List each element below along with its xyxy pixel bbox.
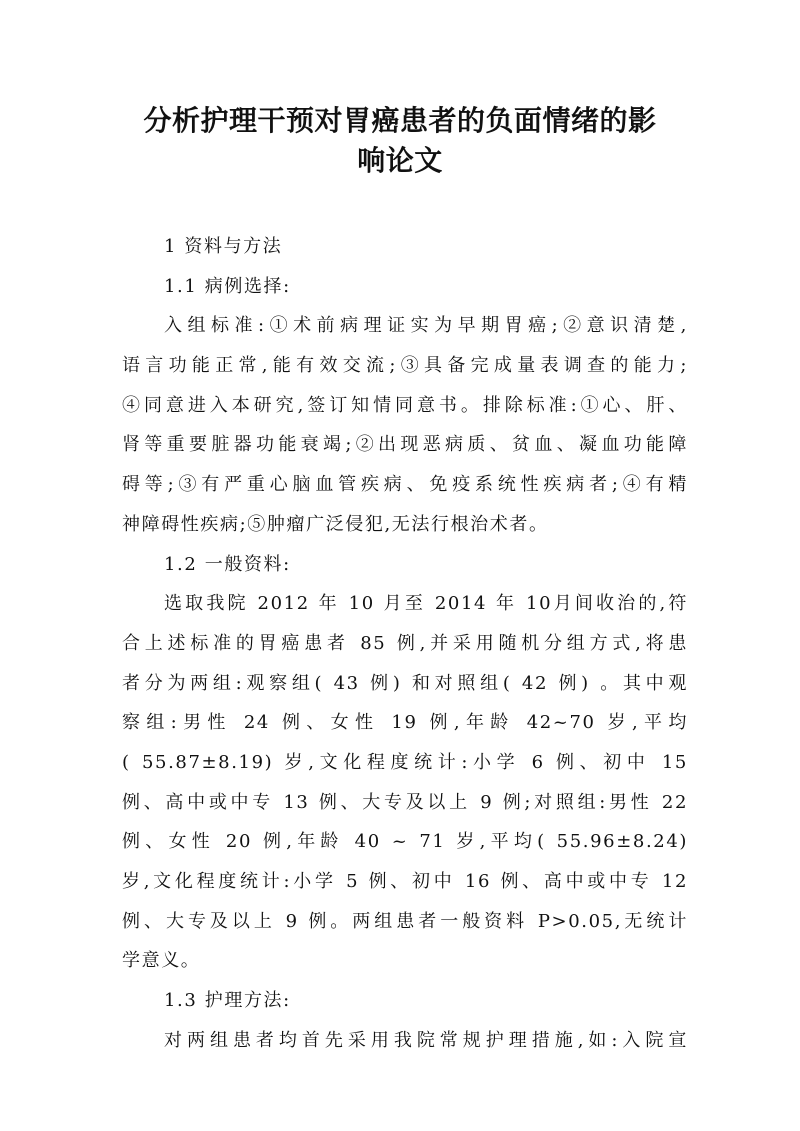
paragraph-line: 学意义。 xyxy=(122,950,201,972)
subsection-heading: 1.1 病例选择: xyxy=(164,275,291,297)
paragraph-line: 入组标准:①术前病理证实为早期胃癌;②意识清楚, xyxy=(164,315,688,337)
document-body xyxy=(122,227,688,1060)
subsection-heading: 1.2 一般资料: xyxy=(164,553,291,575)
paragraph-line: ④同意进入本研究,签订知情同意书。排除标准:①心、肝、 xyxy=(122,394,688,416)
paragraph-line: 察组:男性 24 例、女性 19 例,年龄 42~70 岁,平均 xyxy=(122,712,688,734)
paragraph-line: 岁,文化程度统计:小学 5 例、初中 16 例、高中或中专 12 xyxy=(122,871,688,892)
subsection-heading: 1.3 护理方法: xyxy=(164,990,291,1012)
paragraph-line: 对两组患者均首先采用我院常规护理措施,如:入院宣 xyxy=(164,1029,688,1051)
paragraph-line: 肾等重要脏器功能衰竭;②出现恶病质、贫血、凝血功能障 xyxy=(122,434,688,456)
paragraph-line: 神障碍性疾病;⑤肿瘤广泛侵犯,无法行根治术者。 xyxy=(122,513,549,535)
paragraph-line: 语言功能正常,能有效交流;③具备完成量表调查的能力; xyxy=(122,355,688,377)
section-heading: 1 资料与方法 xyxy=(164,236,283,257)
document-title-line-2: 响论文 xyxy=(357,144,443,177)
paragraph-line: 例、高中或中专 13 例、大专及以上 9 例;对照组:男性 22 xyxy=(122,791,688,813)
paragraph-line: 例、女性 20 例,年龄 40 ~ 71 岁,平均( 55.96±8.24) xyxy=(122,831,688,853)
paragraph-line: 合上述标准的胃癌患者 85 例,并采用随机分组方式,将患 xyxy=(122,632,688,654)
document-title-line-1: 分析护理干预对胃癌患者的负面情绪的影 xyxy=(143,104,657,137)
paragraph-line: 例、大专及以上 9 例。两组患者一般资料 P>0.05,无统计 xyxy=(122,910,688,932)
paragraph-line: 者分为两组:观察组( 43 例) 和对照组( 42 例) 。其中观 xyxy=(122,672,688,694)
paragraph-line: 选取我院 2012 年 10 月至 2014 年 10月间收治的,符 xyxy=(164,593,688,615)
paragraph-line: 碍等;③有严重心脑血管疾病、免疫系统性疾病者;④有精 xyxy=(122,474,688,496)
paragraph-line: ( 55.87±8.19) 岁,文化程度统计:小学 6 例、初中 15 xyxy=(122,751,688,773)
